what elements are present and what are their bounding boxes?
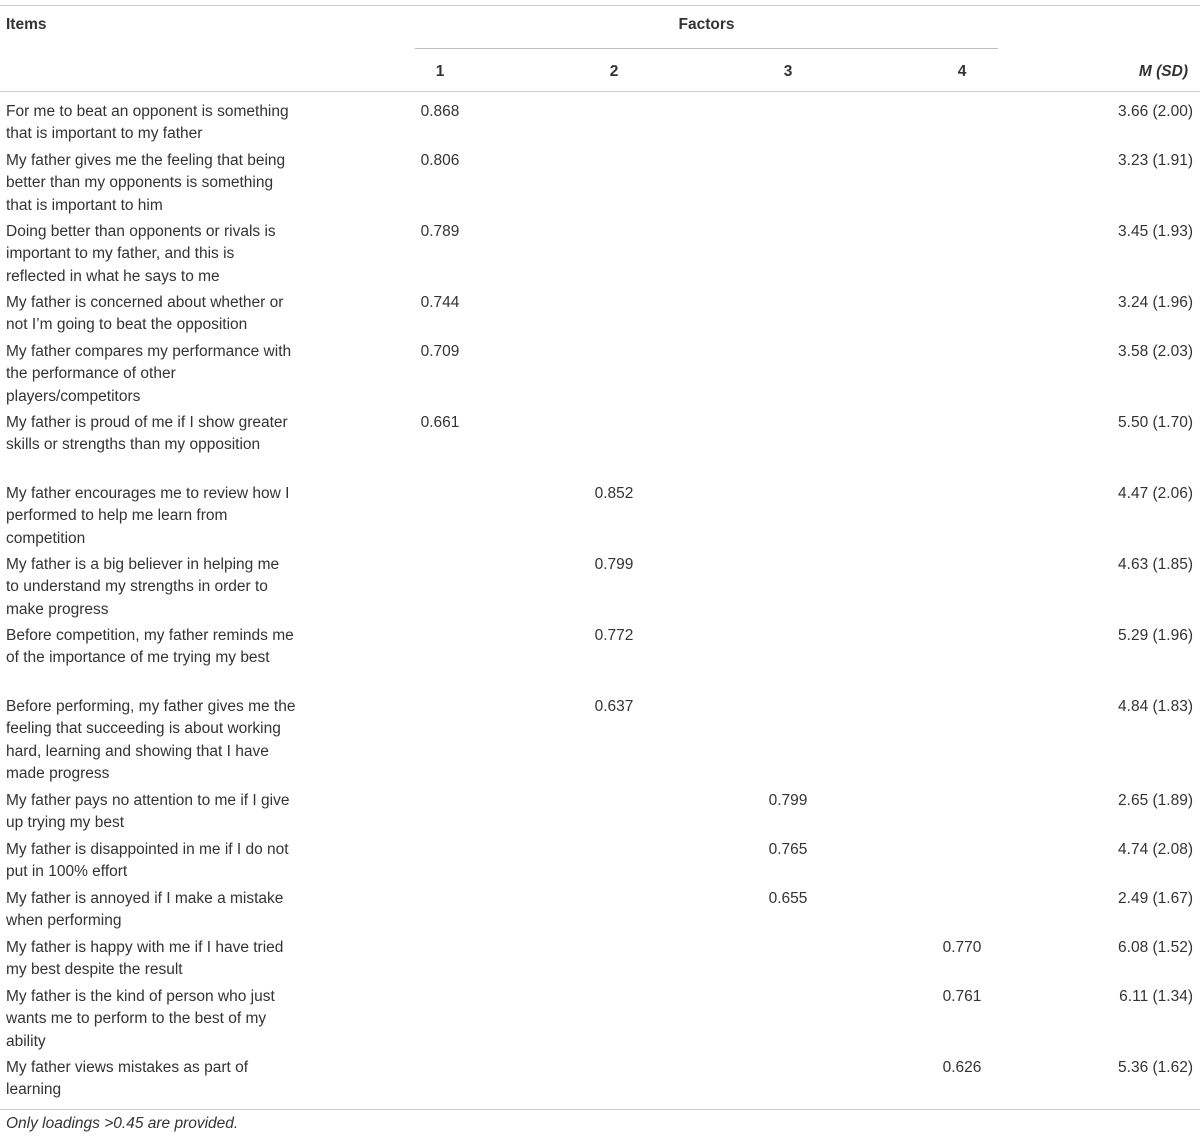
item-text: My father is annoyed if I make a mistake when performing [6, 890, 284, 930]
mean-sd: 4.74 (2.08) [1118, 841, 1193, 858]
loading-f3: 0.799 [768, 792, 808, 809]
item-text: Before performing, my father gives me the feeling that succeeding is about working hard, learning and showing that I have made progress [6, 698, 296, 783]
mean-sd: 4.63 (1.85) [1118, 556, 1193, 573]
item-text: My father is a big believer in helping me to understand my strengths in order to make progress [6, 556, 280, 618]
mean-sd: 4.47 (2.06) [1118, 485, 1193, 502]
loading-f3: 0.655 [768, 890, 808, 907]
mean-sd: 6.11 (1.34) [1119, 988, 1193, 1005]
header-factor-1: 1 [435, 63, 445, 80]
item-text: My father gives me the feeling that being better than my opponents is something that is important to him [6, 152, 286, 214]
mean-sd: 3.66 (2.00) [1118, 103, 1193, 120]
loading-f4: 0.770 [942, 939, 982, 956]
item-text: Doing better than opponents or rivals is important to my father, and this is reflected in what he says to me [6, 223, 276, 285]
header-items: Items [6, 16, 47, 33]
loading-f1: 0.806 [420, 152, 460, 169]
item-text: My father is happy with me if I have tried my best despite the result [6, 939, 284, 979]
loading-f2: 0.799 [594, 556, 634, 573]
header-factor-4: 4 [957, 63, 967, 80]
item-text: My father compares my performance with the performance of other players/competitors [6, 343, 292, 405]
table-footnote: Only loadings >0.45 are provided. [6, 1115, 239, 1132]
item-text: My father is concerned about whether or not I’m going to beat the opposition [6, 294, 284, 334]
header-factors: Factors [678, 16, 735, 33]
item-text: My father is the kind of person who just wants me to perform to the best of my ability [6, 988, 275, 1050]
item-text: My father is proud of me if I show greater skills or strengths than my opposition [6, 414, 288, 454]
loading-f1: 0.744 [420, 294, 460, 311]
mean-sd: 3.24 (1.96) [1118, 294, 1193, 311]
header-factor-2: 2 [609, 63, 619, 80]
loading-f2: 0.772 [594, 627, 634, 644]
item-text: My father views mistakes as part of learning [6, 1059, 249, 1099]
mean-sd: 3.58 (2.03) [1118, 343, 1193, 360]
factors-underline [415, 48, 998, 49]
mean-sd: 5.29 (1.96) [1118, 627, 1193, 644]
loading-f1: 0.868 [420, 103, 460, 120]
mean-sd: 2.65 (1.89) [1118, 792, 1193, 809]
loading-f2: 0.637 [594, 698, 634, 715]
item-text: My father encourages me to review how I performed to help me learn from competition [6, 485, 290, 547]
mean-sd: 4.84 (1.83) [1118, 698, 1193, 715]
loading-f4: 0.761 [942, 988, 982, 1005]
mean-sd: 2.49 (1.67) [1118, 890, 1193, 907]
item-text: My father pays no attention to me if I give up trying my best [6, 792, 290, 832]
item-text: For me to beat an opponent is something that is important to my father [6, 103, 289, 143]
loading-f2: 0.852 [594, 485, 634, 502]
header-rule [0, 91, 1200, 92]
loading-f4: 0.626 [942, 1059, 982, 1076]
table-top-rule [0, 5, 1200, 6]
mean-sd: 5.36 (1.62) [1118, 1059, 1193, 1076]
loading-f1: 0.709 [420, 343, 460, 360]
loading-f1: 0.661 [420, 414, 460, 431]
mean-sd: 3.45 (1.93) [1118, 223, 1193, 240]
mean-sd: 5.50 (1.70) [1118, 414, 1193, 431]
loading-f3: 0.765 [768, 841, 808, 858]
header-factor-3: 3 [783, 63, 793, 80]
item-text: My father is disappointed in me if I do not put in 100% effort [6, 841, 289, 881]
item-text: Before competition, my father reminds me of the importance of me trying my best [6, 627, 294, 667]
table-bottom-rule [0, 1109, 1200, 1110]
loading-f1: 0.789 [420, 223, 460, 240]
header-mean-sd: M (SD) [1138, 63, 1188, 80]
mean-sd: 3.23 (1.91) [1118, 152, 1193, 169]
mean-sd: 6.08 (1.52) [1118, 939, 1193, 956]
